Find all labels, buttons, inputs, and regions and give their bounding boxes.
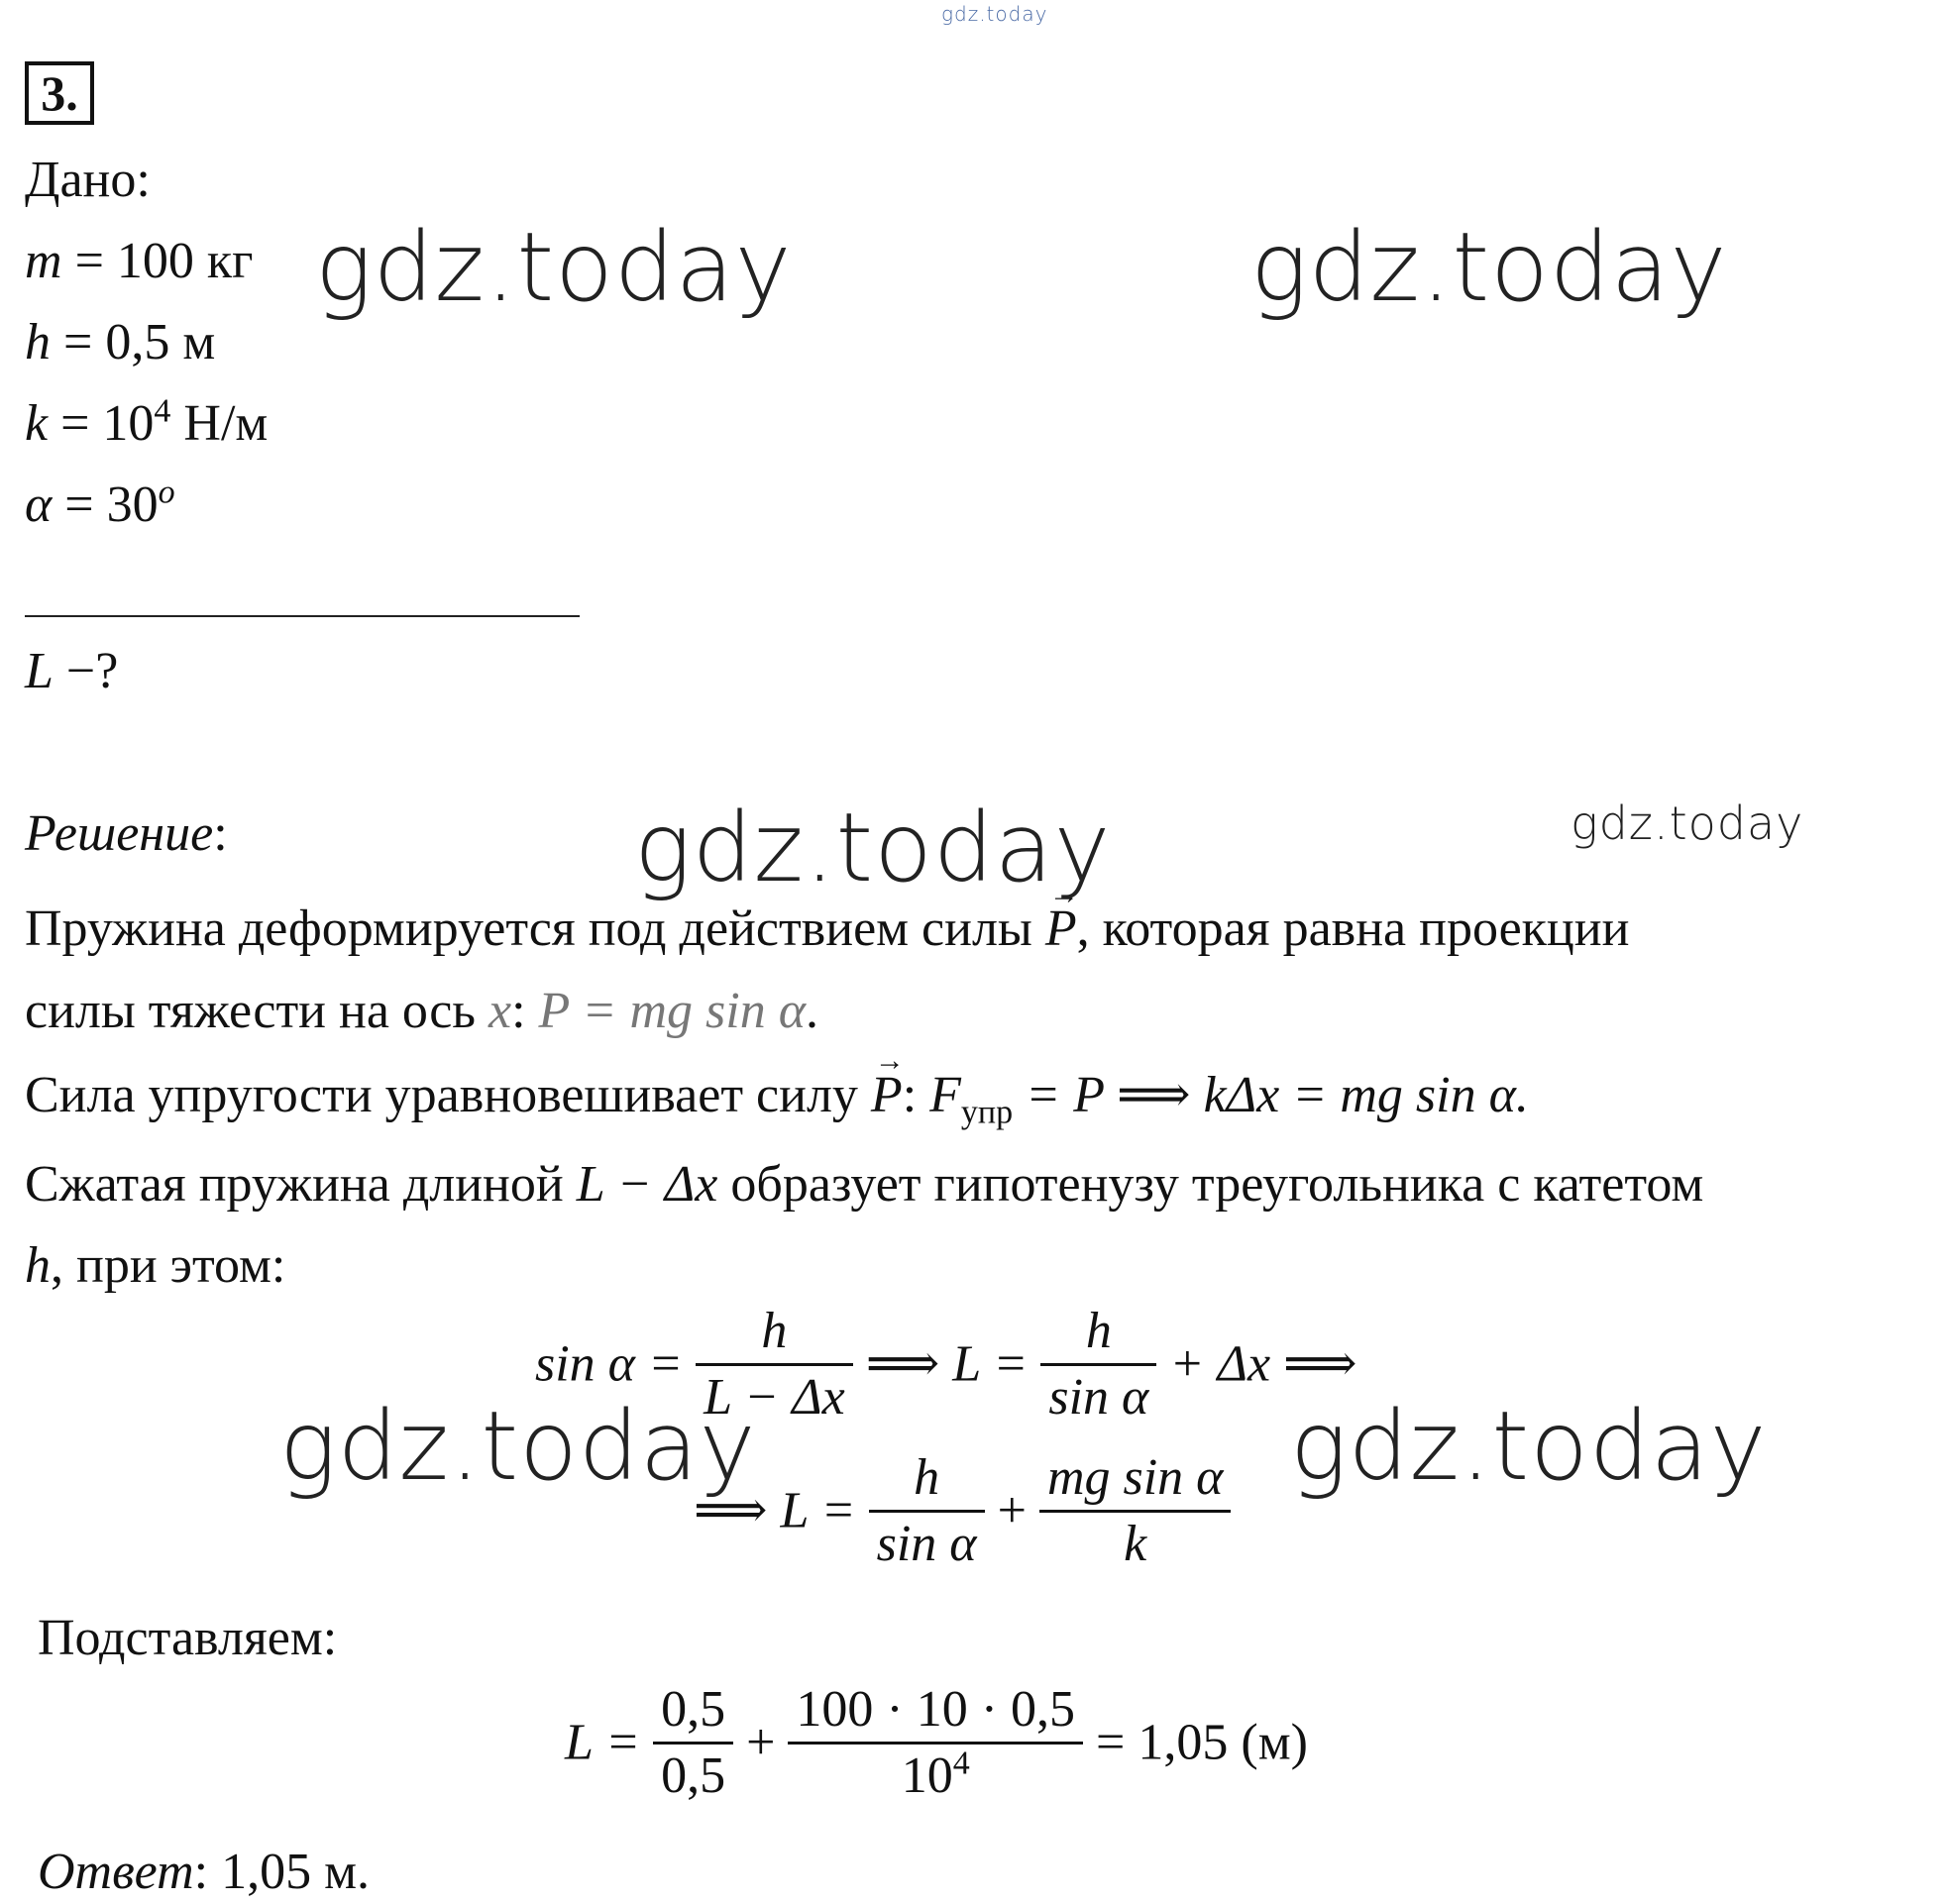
paragraph-3-line-1 xyxy=(25,1156,1704,1213)
eq3-frac1-num: 0,5 xyxy=(653,1684,733,1745)
given-label: Дано: xyxy=(25,152,151,208)
paragraph-1-line-1 xyxy=(25,900,1630,957)
watermark-6: gdz.today xyxy=(1290,1391,1768,1502)
find-unknown xyxy=(25,643,119,699)
mass-value: = 100 кг xyxy=(61,233,254,289)
paragraph-3-line-2 xyxy=(25,1237,286,1294)
substitute-label: Подставляем: xyxy=(38,1610,338,1666)
p2-formula: = P ⟹ kΔx = mg sin α. xyxy=(1013,1067,1529,1123)
p3-text-b: образует гипотенузу треугольника с катетом xyxy=(717,1156,1704,1213)
p2-text-a: Сила упругости уравновешивает силу xyxy=(25,1067,871,1123)
given-angle xyxy=(25,474,175,533)
stiffness-unit: Н/м xyxy=(170,395,269,452)
eq2-frac2-num: mg sin α xyxy=(1039,1452,1232,1513)
vector-P-2: → P xyxy=(871,1070,903,1121)
stiffness-exponent: 4 xyxy=(154,392,171,430)
var-k: k xyxy=(25,395,49,452)
eq3-den-exp: 4 xyxy=(952,1745,970,1782)
watermark-2: gdz.today xyxy=(1250,212,1728,323)
eq1-fraction-2 xyxy=(1040,1303,1156,1426)
p3-text-c: , при этом: xyxy=(51,1237,286,1294)
p1-text-b: , которая равна проекции xyxy=(1076,900,1630,957)
answer-label: Ответ xyxy=(38,1844,194,1900)
angle-value: = 30 xyxy=(52,476,159,533)
stiffness-value: = 10 xyxy=(48,395,155,452)
answer-value: : 1,05 м. xyxy=(193,1844,370,1900)
eq2-fraction-1 xyxy=(869,1449,985,1572)
watermark-top: gdz.today xyxy=(941,2,1048,26)
eq3-plus: + xyxy=(746,1714,789,1771)
paragraph-2 xyxy=(25,1067,1529,1131)
given-divider xyxy=(25,615,580,617)
eq3-fraction-2 xyxy=(788,1681,1083,1804)
eq3-fraction-1 xyxy=(653,1681,733,1804)
given-height xyxy=(25,314,216,370)
eq1-frac1-num: h xyxy=(696,1306,853,1366)
solution-heading: Решение xyxy=(25,805,214,862)
p2-colon: : xyxy=(902,1067,930,1123)
eq1-mid: ⟹ L = xyxy=(865,1335,1041,1393)
p3-var-h: h xyxy=(25,1237,51,1294)
equation-2 xyxy=(694,1449,1231,1572)
watermark-1: gdz.today xyxy=(315,212,793,323)
watermark-3: gdz.today xyxy=(634,793,1112,903)
eq3-frac2-den xyxy=(788,1745,1083,1802)
eq2-frac2-den: k xyxy=(1124,1516,1147,1572)
eq2-plus: + xyxy=(997,1482,1039,1539)
eq3-result: = 1,05 (м) xyxy=(1096,1714,1308,1771)
watermark-4: gdz.today xyxy=(1571,796,1804,850)
eq1-lhs: sin α = xyxy=(535,1335,697,1393)
eq3-frac2-num: 100 · 10 · 0,5 xyxy=(788,1684,1083,1745)
solution-label xyxy=(25,805,228,862)
eq1-frac1-den: L − Δx xyxy=(704,1369,845,1426)
formula-P: P = mg sin α xyxy=(538,983,806,1039)
paragraph-1-line-2 xyxy=(25,983,818,1039)
watermark-5: gdz.today xyxy=(279,1391,757,1502)
axis-x: x xyxy=(488,983,512,1039)
problem-number: 3. xyxy=(25,61,94,125)
solution-colon: : xyxy=(213,805,228,862)
given-mass xyxy=(25,233,254,289)
eq2-lhs: ⟹ L = xyxy=(694,1482,869,1539)
eq3-den-base: 10 xyxy=(901,1747,953,1804)
p1-colon: : xyxy=(511,983,539,1039)
eq3-frac1-den: 0,5 xyxy=(661,1747,726,1804)
eq1-tail: + Δx ⟹ xyxy=(1169,1335,1357,1393)
p3-text-a: Сжатая пружина длиной xyxy=(25,1156,577,1213)
equation-3 xyxy=(565,1681,1308,1804)
given-stiffness xyxy=(25,392,269,452)
degree-mark: o xyxy=(158,474,175,511)
eq3-lhs: L = xyxy=(565,1714,654,1771)
var-h: h xyxy=(25,314,51,370)
find-question: −? xyxy=(53,643,119,699)
eq2-frac1-num: h xyxy=(869,1452,985,1513)
p1-period: . xyxy=(806,983,818,1039)
vector-P: → P xyxy=(1045,903,1077,955)
eq2-frac1-den: sin α xyxy=(876,1516,977,1572)
eq1-frac2-num: h xyxy=(1040,1306,1156,1366)
p1-text-c: силы тяжести на ось xyxy=(25,983,488,1039)
answer xyxy=(38,1844,370,1900)
force-F: F xyxy=(929,1067,961,1123)
var-alpha: α xyxy=(25,476,53,533)
force-subscript: упр xyxy=(960,1094,1014,1131)
var-L: L xyxy=(25,643,54,699)
height-value: = 0,5 м xyxy=(51,314,216,370)
var-m: m xyxy=(25,233,62,289)
p1-text-a: Пружина деформируется под действием силы xyxy=(25,900,1045,957)
eq1-frac2-den: sin α xyxy=(1048,1369,1149,1426)
eq2-fraction-2 xyxy=(1039,1449,1232,1572)
p3-expression: L − Δx xyxy=(576,1156,718,1213)
